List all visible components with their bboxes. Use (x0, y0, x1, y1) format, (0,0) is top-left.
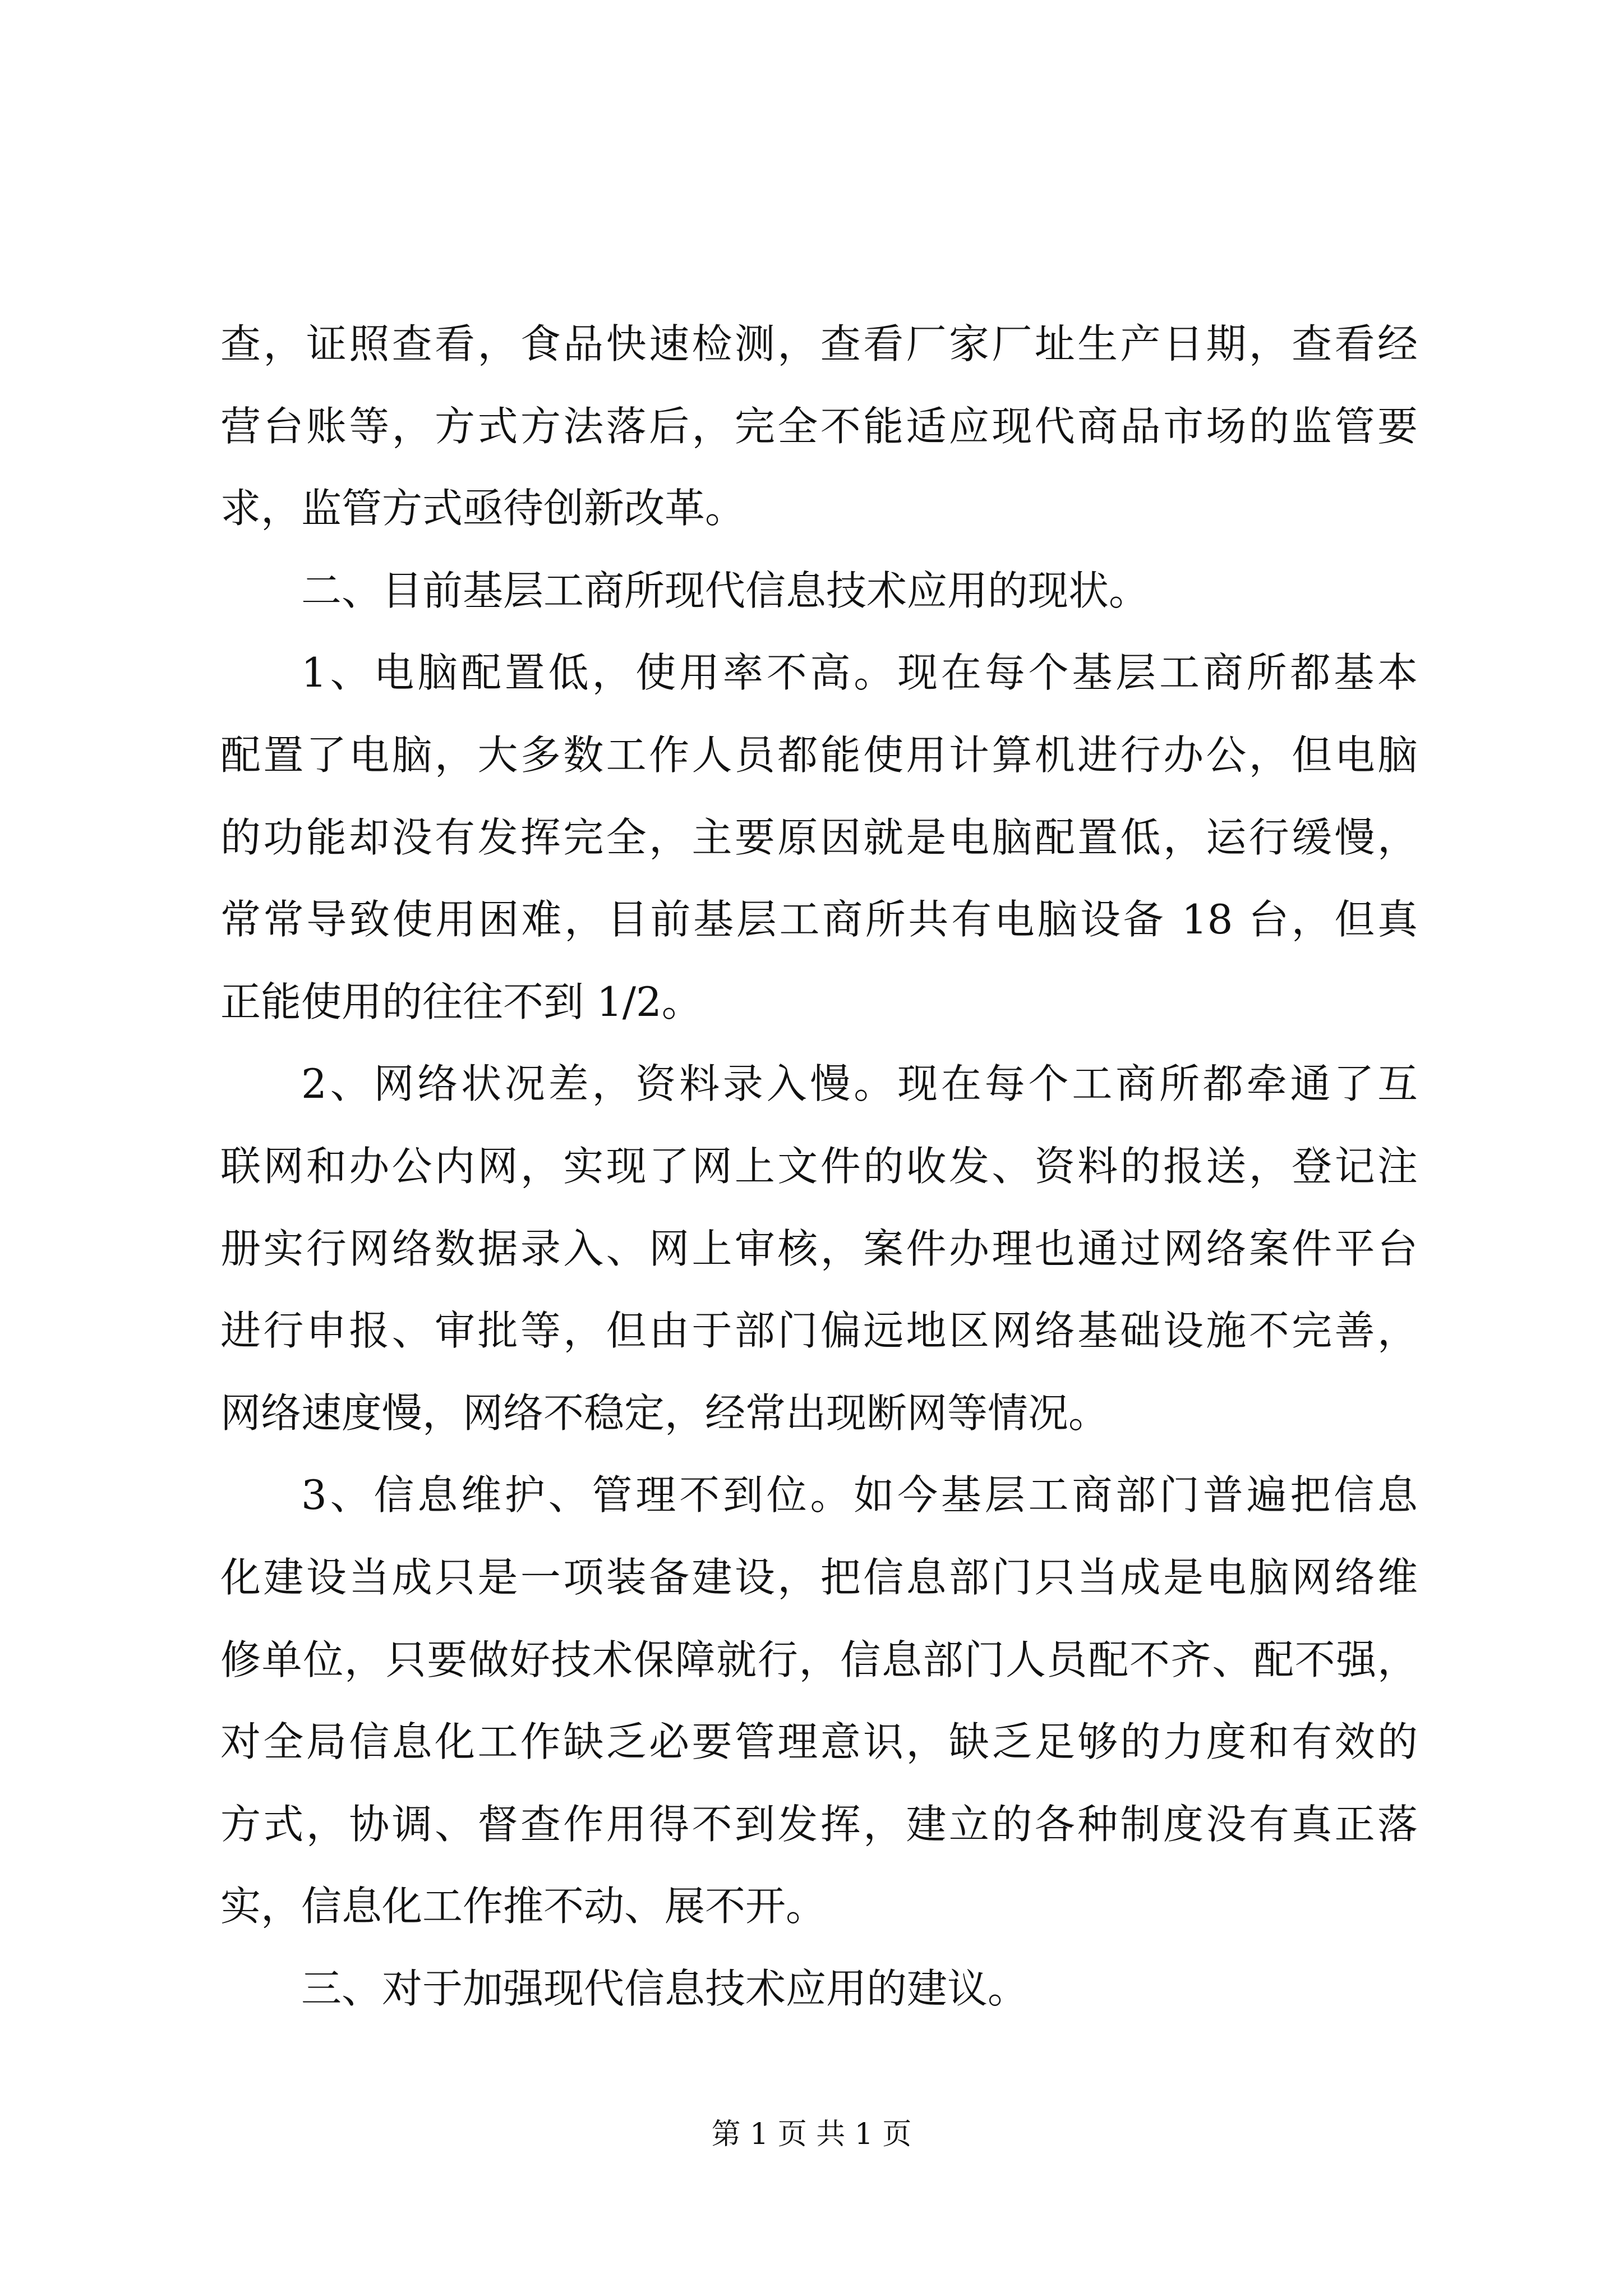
text-line: 求，监管方式亟待创新改革。 (220, 485, 746, 532)
text-line: 正能使用的往往不到 1/2。 (220, 978, 702, 1025)
text-line: 2、网络状况差，资料录入慢。现在每个工商所都牵通了互 (301, 1060, 1418, 1108)
text-line: 3、信息维护、管理不到位。如今基层工商部门普遍把信息 (301, 1471, 1418, 1519)
text-line: 三、对于加强现代信息技术应用的建议。 (301, 1964, 1029, 2012)
page-footer: 第 1 页 共 1 页 (711, 2118, 912, 2151)
text-line: 查，证照查看，食品快速检测，查看厂家厂址生产日期，查看经 (220, 320, 1418, 367)
document-body (220, 303, 1418, 2030)
text-line: 化建设当成只是一项装备建设，把信息部门只当成是电脑网络维 (220, 1553, 1418, 1601)
text-line: 常常导致使用困难，目前基层工商所共有电脑设备 18 台，但真 (220, 896, 1418, 944)
text-line: 册实行网络数据录入、网上审核，案件办理也通过网络案件平台 (220, 1225, 1418, 1272)
text-line: 营台账等，方式方法落后，完全不能适应现代商品市场的监管要 (220, 402, 1418, 450)
text-line: 网络速度慢，网络不稳定，经常出现断网等情况。 (220, 1389, 1109, 1437)
text-line: 对全局信息化工作缺乏必要管理意识，缺乏足够的力度和有效的 (220, 1718, 1418, 1766)
text-line: 修单位，只要做好技术保障就行，信息部门人员配不齐、配不强， (220, 1636, 1418, 1683)
text-line: 二、目前基层工商所现代信息技术应用的现状。 (301, 567, 1150, 614)
text-line: 配置了电脑，大多数工作人员都能使用计算机进行办公，但电脑 (220, 731, 1418, 779)
text-line: 的功能却没有发挥完全，主要原因就是电脑配置低，运行缓慢， (220, 813, 1418, 861)
text-line: 方式，协调、督查作用得不到发挥，建立的各种制度没有真正落 (220, 1800, 1418, 1848)
text-line: 进行申报、审批等，但由于部门偏远地区网络基础设施不完善， (220, 1307, 1418, 1355)
text-line: 实，信息化工作推不动、展不开。 (220, 1883, 827, 1930)
text-line: 1、电脑配置低，使用率不高。现在每个基层工商所都基本 (301, 649, 1418, 697)
text-line: 联网和办公内网，实现了网上文件的收发、资料的报送，登记注 (220, 1142, 1418, 1190)
